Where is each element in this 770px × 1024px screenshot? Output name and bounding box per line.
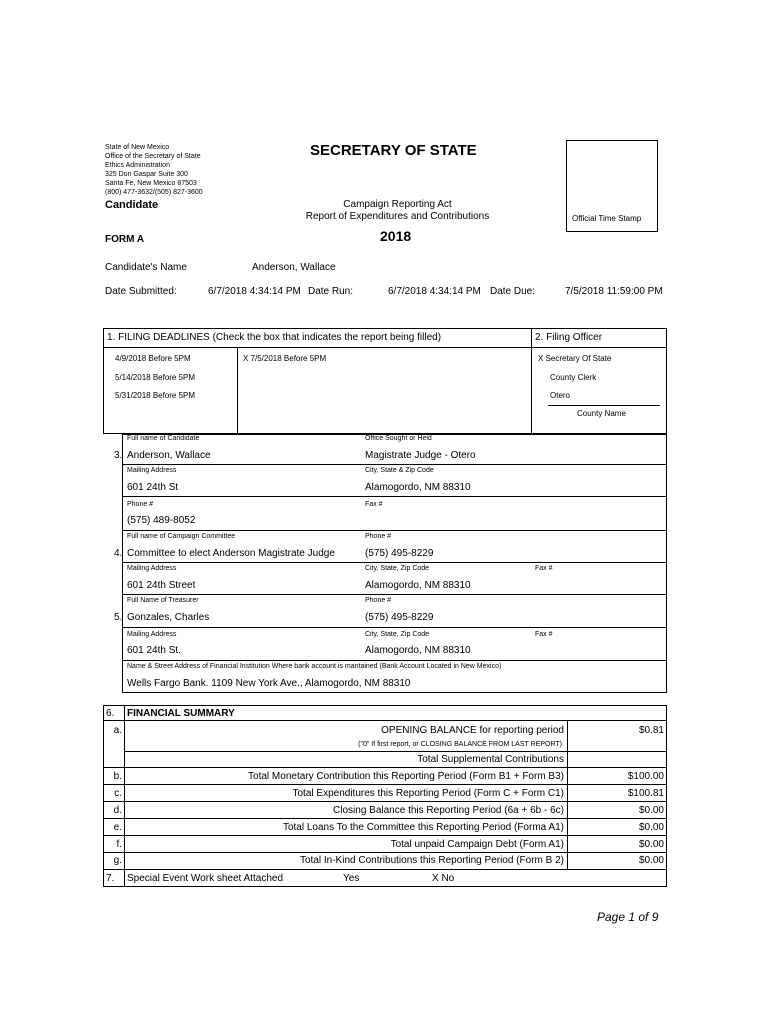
field-label: City, State & Zip Code <box>365 467 434 474</box>
field-label: Mailing Address <box>127 565 177 572</box>
row-letter: c. <box>114 788 122 799</box>
summary-row-value: $100.00 <box>627 771 664 782</box>
summary-row-label: Total Monetary Contribution this Reporting Period (Form B1 + Form B3) <box>248 771 564 782</box>
row-letter: f. <box>116 839 122 850</box>
summary-row-label: Total Expenditures this Reporting Period (Form C + Form C1) <box>292 788 564 799</box>
candidate-full-name: Anderson, Wallace <box>127 450 211 461</box>
candidate-phone: (575) 489-8052 <box>127 515 196 526</box>
supplemental-contributions-label: Total Supplemental Contributions <box>417 754 564 765</box>
field-label: City, State, Zip Code <box>365 565 430 572</box>
field-label: Phone # <box>127 501 154 508</box>
act-line-1: Campaign Reporting Act <box>343 199 452 210</box>
candidate-name-label: Candidate's Name <box>105 262 187 273</box>
date-due: 7/5/2018 11:59:00 PM <box>565 286 663 297</box>
summary-row-label: Total unpaid Campaign Debt (Form A1) <box>390 839 564 850</box>
summary-row-value: $0.00 <box>638 805 664 816</box>
stamp-label: Official Time Stamp <box>572 214 642 223</box>
special-event-yes[interactable]: Yes <box>343 873 360 884</box>
candidate-city: Alamogordo, NM 88310 <box>365 482 471 493</box>
county-value: Otero <box>550 391 571 400</box>
special-event-label: Special Event Work sheet Attached <box>127 873 284 884</box>
date-submitted: 6/7/2018 4:34:14 PM <box>208 286 301 297</box>
committee-phone: (575) 495-8229 <box>365 548 434 559</box>
treasurer-phone: (575) 495-8229 <box>365 612 434 623</box>
county-label: County Name <box>577 409 626 418</box>
treasurer-city: Alamogordo, NM 88310 <box>365 645 471 656</box>
field-label: Office Sought or Held <box>365 435 432 442</box>
officer-option-sos[interactable]: X Secretary Of State <box>538 354 612 363</box>
candidate-mailing-address: 601 24th St <box>127 482 179 493</box>
field-label: Phone # <box>365 597 392 604</box>
row-letter: b. <box>113 771 122 782</box>
page-number: Page 1 of 9 <box>597 910 659 924</box>
section-number: 3. <box>114 450 123 461</box>
agency-line: (800) 477-3632/(505) 827-3600 <box>105 189 203 196</box>
row-letter: e. <box>113 822 122 833</box>
report-year: 2018 <box>380 228 412 244</box>
filing-officer-header: 2. Filing Officer <box>535 332 603 343</box>
field-label: City, State, Zip Code <box>365 631 430 638</box>
summary-row-value: $0.00 <box>638 839 664 850</box>
special-event-number: 7. <box>106 873 115 884</box>
committee-city: Alamogordo, NM 88310 <box>365 580 471 591</box>
field-label: Mailing Address <box>127 631 177 638</box>
field-label: Phone # <box>365 533 392 540</box>
officer-option-clerk[interactable]: County Clerk <box>550 373 597 382</box>
treasurer-name: Gonzales, Charles <box>127 612 210 623</box>
section-number: 5. <box>114 612 123 623</box>
field-label: Full name of Candidate <box>127 435 200 442</box>
filing-deadlines-header: 1. FILING DEADLINES (Check the box that indicates the report being filled) <box>107 332 442 343</box>
agency-line: Ethics Administration <box>105 162 170 169</box>
field-label: Full Name of Treasurer <box>127 597 199 604</box>
deadline-option[interactable]: 5/31/2018 Before 5PM <box>115 391 196 400</box>
summary-row-value: $100.81 <box>627 788 664 799</box>
summary-row-value: $0.00 <box>638 855 664 866</box>
agency-address <box>105 143 203 197</box>
office-sought: Magistrate Judge - Otero <box>365 450 476 461</box>
date-run-label: Date Run: <box>308 286 354 297</box>
summary-row-label: Total Loans To the Committee this Reporting Period (Forma A1) <box>282 822 564 833</box>
field-label: Full name of Campaign Committee <box>127 533 236 540</box>
agency-line: Santa Fe, New Mexico 87503 <box>105 180 197 187</box>
field-label: Fax # <box>365 501 383 508</box>
agency-line: State of New Mexico <box>105 144 170 151</box>
page-title: SECRETARY OF STATE <box>310 142 477 159</box>
candidate-name: Anderson, Wallace <box>252 262 336 273</box>
date-due-label: Date Due: <box>490 286 536 297</box>
agency-line: Office of the Secretary of State <box>105 153 201 160</box>
agency-line: 325 Don Gaspar Suite 300 <box>105 171 188 178</box>
field-label: Name & Street Address of Financial Institution Where bank account is mantained (Bank Account Located in New Mexico) <box>127 663 502 670</box>
opening-balance-value: $0.81 <box>638 725 664 736</box>
row-letter: g. <box>113 855 122 866</box>
field-label: Fax # <box>535 631 553 638</box>
deadline-option[interactable]: 4/9/2018 Before 5PM <box>115 354 191 363</box>
summary-row-value: $0.00 <box>638 822 664 833</box>
deadline-option-checked[interactable]: X 7/5/2018 Before 5PM <box>243 354 327 363</box>
row-letter: a. <box>113 725 122 736</box>
date-run: 6/7/2018 4:34:14 PM <box>388 286 481 297</box>
opening-balance-label: OPENING BALANCE for reporting period <box>381 725 564 736</box>
row-letter: d. <box>113 805 122 816</box>
special-event-no[interactable]: X No <box>432 873 455 884</box>
deadline-option[interactable]: 5/14/2018 Before 5PM <box>115 373 196 382</box>
summary-title: FINANCIAL SUMMARY <box>127 708 235 719</box>
committee-mailing-address: 601 24th Street <box>127 580 196 591</box>
form-label: FORM A <box>105 234 145 245</box>
summary-row-label: Closing Balance this Reporting Period (6a + 6b - 6c) <box>333 805 564 816</box>
act-line-2: Report of Expenditures and Contributions <box>305 211 490 222</box>
bank-name-address: Wells Fargo Bank. 1109 New York Ave., Alamogordo, NM 88310 <box>127 678 411 689</box>
field-label: Mailing Address <box>127 467 177 474</box>
committee-name: Committee to elect Anderson Magistrate Judge <box>127 548 335 559</box>
section-number: 4. <box>114 548 123 559</box>
summary-number: 6. <box>106 708 115 719</box>
field-label: Fax # <box>535 565 553 572</box>
summary-row-label: Total In-Kind Contributions this Reporting Period (Form B 2) <box>299 855 564 866</box>
opening-balance-note: ("0" If first report, or CLOSING BALANCE FROM LAST REPORT) <box>358 741 562 748</box>
treasurer-mailing-address: 601 24th St. <box>127 645 181 656</box>
candidate-heading: Candidate <box>105 199 159 211</box>
date-submitted-label: Date Submitted: <box>105 286 177 297</box>
